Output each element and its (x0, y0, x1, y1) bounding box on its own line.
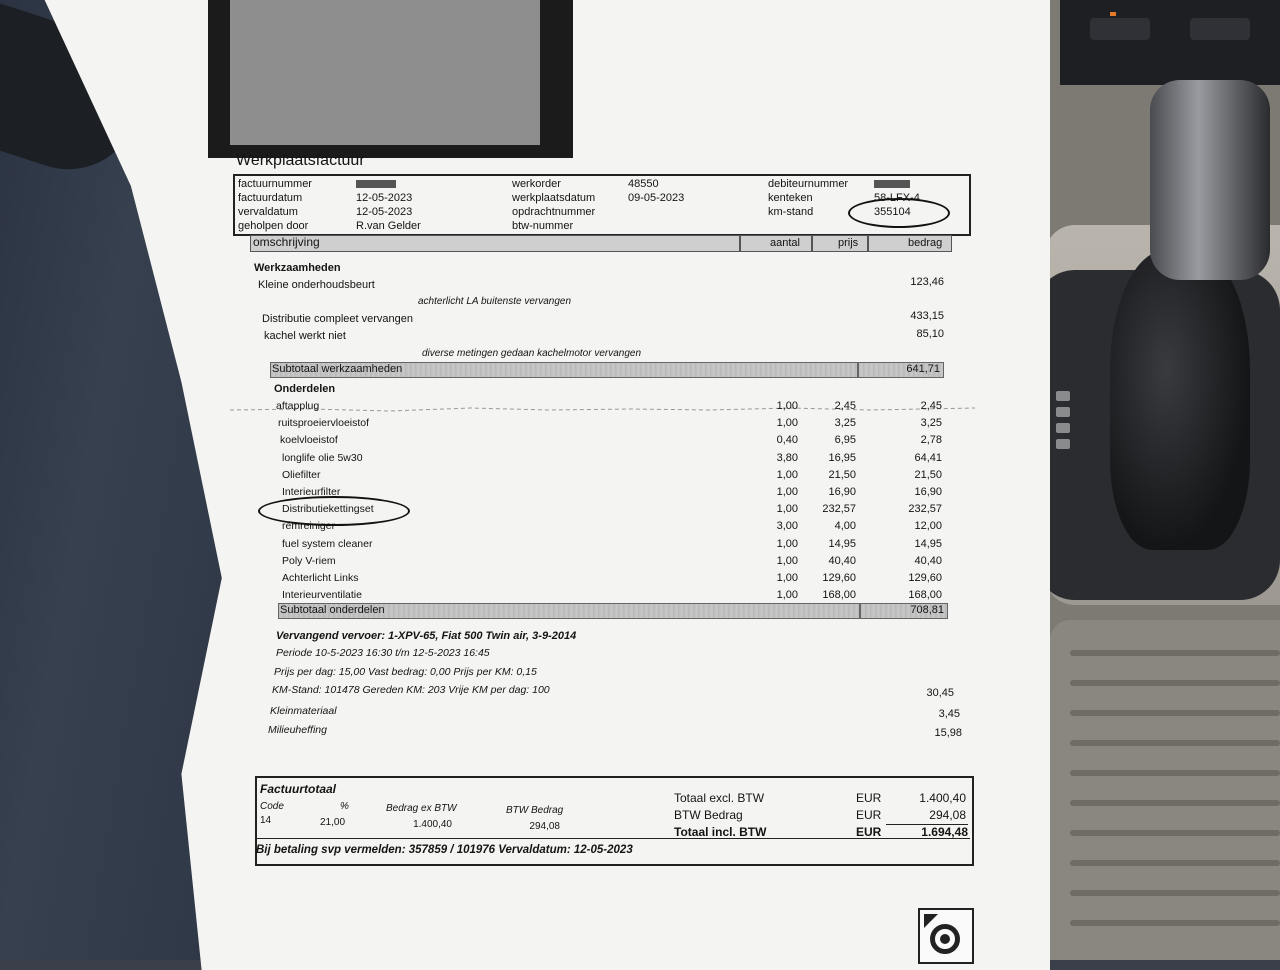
part-description: Achterlicht Links (282, 572, 359, 584)
part-amount: 14,95 (914, 538, 942, 550)
shifter-boot (1110, 250, 1250, 550)
totals-col-ex: Bedrag ex BTW (386, 803, 457, 814)
header-label: btw-nummer (512, 220, 574, 232)
part-description: koelvloeistof (280, 434, 338, 446)
currency: EUR (856, 791, 882, 805)
redacted-debtor-number (874, 178, 910, 191)
part-amount: 168,00 (908, 589, 942, 601)
console-tray (1050, 620, 1280, 960)
header-label: factuurnummer (238, 178, 312, 190)
line-amount: 123,46 (910, 276, 944, 288)
part-amount: 16,90 (914, 486, 942, 498)
part-amount: 2,45 (920, 400, 942, 412)
mileage-value: 355104 (874, 206, 911, 218)
climate-panel (1060, 0, 1280, 85)
part-description: Poly V-riem (282, 555, 336, 567)
subtotal-label: Subtotaal werkzaamheden (272, 363, 403, 375)
totals-col-pct: % (340, 801, 349, 812)
part-quantity: 1,00 (776, 572, 798, 584)
subtotal-label: Subtotaal onderdelen (280, 604, 385, 616)
part-price: 168,00 (822, 589, 856, 601)
column-aantal: aantal (770, 237, 800, 249)
part-price: 3,25 (834, 417, 856, 429)
total-incl-label: Totaal incl. BTW (674, 825, 767, 839)
header-label: factuurdatum (238, 192, 303, 204)
section-heading: Werkzaamheden (254, 262, 341, 274)
company-logo (918, 908, 974, 964)
part-description: fuel system cleaner (282, 538, 373, 550)
line-description: Kleine onderhoudsbeurt (258, 279, 375, 291)
redacted-invoice-number (356, 178, 396, 191)
invoice-title: Werkplaatsfactuur (236, 152, 365, 169)
part-description: aftapplug (276, 400, 320, 412)
line-description: Distributie compleet vervangen (262, 313, 414, 325)
part-price: 21,50 (828, 469, 856, 481)
part-quantity: 3,00 (776, 520, 798, 532)
part-description: longlife olie 5w30 (282, 452, 363, 464)
part-quantity: 3,80 (776, 452, 798, 464)
part-price: 14,95 (828, 538, 856, 550)
header-label: werkplaatsdatum (512, 192, 596, 204)
climate-knob (1190, 18, 1250, 40)
extra-amount: 3,45 (938, 708, 960, 720)
total-btw: 294,08 (929, 808, 966, 822)
mileage-circle-mark (848, 198, 950, 228)
part-quantity: 1,00 (776, 486, 798, 498)
part-price: 2,45 (834, 400, 856, 412)
part-amount: 2,78 (920, 434, 942, 446)
loan-car-title: Vervangend vervoer: 1-XPV-65, Fiat 500 Twin air, 3-9-2014 (276, 630, 577, 642)
line-amount: 85,10 (916, 328, 944, 340)
part-description: remreiniger (282, 520, 336, 532)
header-label: opdrachtnummer (512, 206, 596, 218)
header-value: 09-05-2023 (628, 192, 685, 204)
extra-amount: 15,98 (934, 727, 962, 739)
part-price: 16,90 (828, 486, 856, 498)
subtotal-amount: 641,71 (906, 363, 940, 375)
column-omschrijving: omschrijving (253, 235, 320, 249)
part-quantity: 1,00 (776, 589, 798, 601)
header-label: werkorder (512, 178, 561, 190)
part-quantity: 1,00 (776, 503, 798, 515)
column-prijs: prijs (838, 237, 859, 249)
gear-indicator (1048, 385, 1078, 475)
part-price: 232,57 (822, 503, 856, 515)
part-quantity: 1,00 (776, 417, 798, 429)
license-plate-value: 58-LFX-4 (874, 192, 920, 204)
part-price: 40,40 (828, 555, 856, 567)
total-excl-label: Totaal excl. BTW (674, 791, 765, 805)
part-quantity: 1,00 (776, 555, 798, 567)
part-amount: 40,40 (914, 555, 942, 567)
extra-label: Milieuheffing (268, 724, 327, 736)
total-incl: 1.694,48 (921, 825, 968, 839)
header-label: km-stand (768, 206, 814, 218)
part-price: 4,00 (834, 520, 856, 532)
line-amount: 433,15 (910, 310, 944, 322)
part-price: 129,60 (822, 572, 856, 584)
part-description: Distributiekettingset (282, 503, 374, 515)
line-note: diverse metingen gedaan kachelmotor vervangen (422, 348, 642, 359)
part-description: ruitsproeiervloeistof (278, 417, 370, 429)
redacted-logo-block (208, 0, 573, 158)
header-value: R.van Gelder (356, 220, 421, 232)
part-description: Interieurfilter (282, 486, 341, 498)
column-bedrag: bedrag (908, 237, 943, 249)
part-quantity: 1,00 (776, 400, 798, 412)
header-label: kenteken (768, 192, 813, 204)
climate-led (1110, 12, 1116, 16)
part-amount: 64,41 (914, 452, 942, 464)
part-quantity: 1,00 (776, 469, 798, 481)
total-btw-label: BTW Bedrag (674, 808, 743, 822)
section-heading: Onderdelen (274, 383, 336, 395)
totals-btw: 294,08 (529, 821, 560, 832)
climate-knob (1090, 18, 1150, 40)
header-value: 12-05-2023 (356, 206, 413, 218)
part-amount: 3,25 (920, 417, 942, 429)
totals-pct: 21,00 (320, 817, 346, 828)
currency: EUR (856, 808, 882, 822)
header-value: 12-05-2023 (356, 192, 413, 204)
part-amount: 129,60 (908, 572, 942, 584)
total-excl: 1.400,40 (919, 791, 966, 805)
loan-car-price: Prijs per dag: 15,00 Vast bedrag: 0,00 Prijs per KM: 0,15 (274, 666, 537, 678)
part-quantity: 0,40 (776, 434, 798, 446)
part-price: 16,95 (828, 452, 856, 464)
totals-heading: Factuurtotaal (260, 782, 337, 796)
subtotal-amount: 708,81 (910, 604, 944, 616)
header-label: geholpen door (238, 220, 309, 232)
currency: EUR (856, 825, 882, 839)
header-value: 48550 (628, 178, 659, 190)
loan-car-amount: 30,45 (926, 687, 954, 699)
gear-shifter (1150, 80, 1270, 280)
line-description: kachel werkt niet (264, 330, 346, 342)
part-description: Interieurventilatie (282, 589, 362, 601)
extra-label: Kleinmateriaal (270, 705, 337, 717)
header-label: vervaldatum (238, 206, 298, 218)
totals-col-code: Code (260, 801, 284, 812)
part-quantity: 1,00 (776, 538, 798, 550)
payment-note: Bij betaling svp vermelden: 357859 / 101976 Vervaldatum: 12-05-2023 (256, 844, 633, 856)
part-description: Oliefilter (282, 469, 321, 481)
timing-chain-circle-mark (258, 496, 410, 526)
part-amount: 21,50 (914, 469, 942, 481)
totals-code: 14 (260, 815, 272, 826)
header-label: debiteurnummer (768, 178, 849, 190)
faded-print-line (230, 402, 975, 416)
part-price: 6,95 (834, 434, 856, 446)
loan-car-mileage: KM-Stand: 101478 Gereden KM: 203 Vrije KM per dag: 100 (272, 684, 550, 696)
totals-ex: 1.400,40 (413, 819, 452, 830)
part-amount: 232,57 (908, 503, 942, 515)
totals-col-btw: BTW Bedrag (506, 805, 564, 816)
part-amount: 12,00 (914, 520, 942, 532)
loan-car-period: Periode 10-5-2023 16:30 t/m 12-5-2023 16:45 (276, 647, 490, 659)
column-header-cell (250, 235, 740, 252)
line-note: achterlicht LA buitenste vervangen (418, 296, 572, 307)
